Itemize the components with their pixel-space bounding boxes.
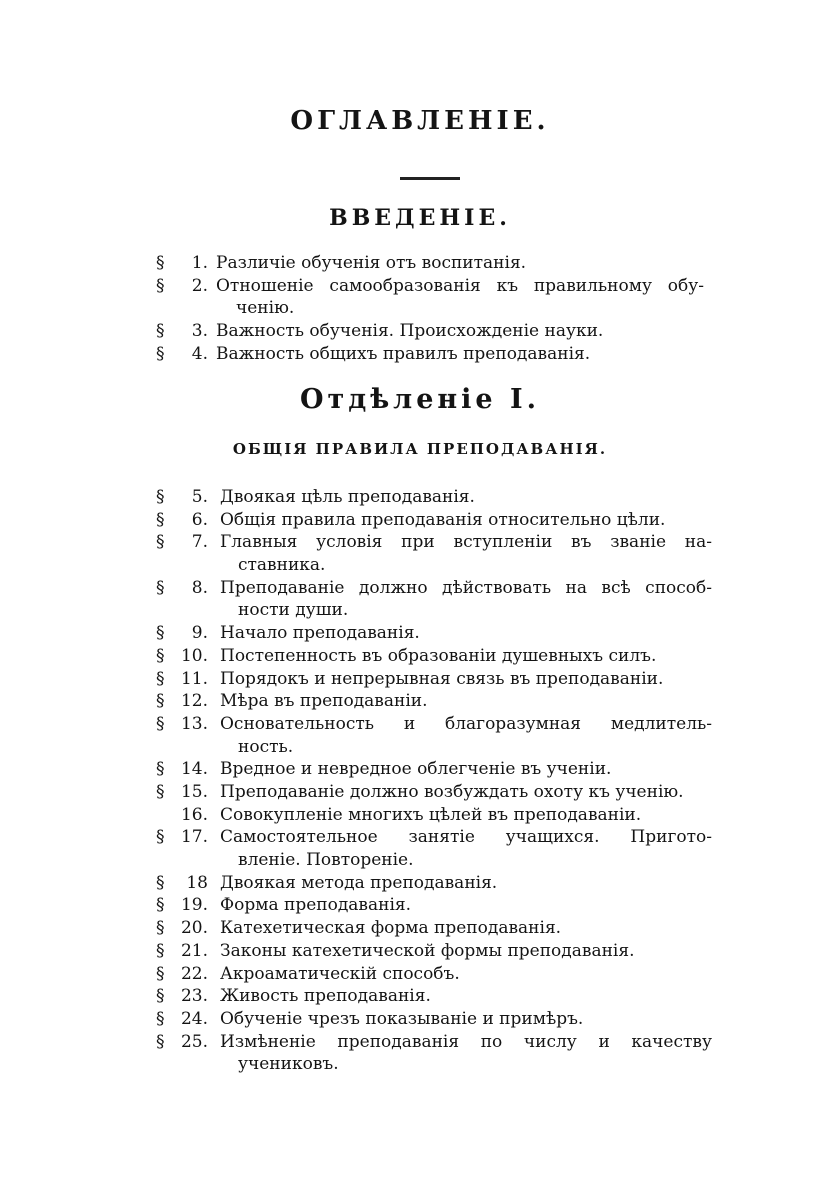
section-number: 14. [180, 759, 208, 780]
toc-entry [0, 872, 840, 895]
section-title: Преподаваніе должно возбуждать охоту къ ученію. [220, 781, 684, 802]
section-number: 21. [180, 940, 208, 961]
section-sign: § [156, 253, 165, 273]
section-title: Преподаваніе должно дѣйствовать на всѣ способ- [220, 577, 712, 598]
section-sign: § [156, 1008, 165, 1029]
section-number: 20. [180, 918, 208, 939]
section-sign: § [156, 532, 165, 553]
section-sign: § [156, 918, 165, 939]
toc-entry [0, 826, 840, 871]
toc-entry [0, 1031, 840, 1076]
section-sign: § [156, 986, 165, 1007]
section-title: Измѣненіе преподаванія по числу и качеству [220, 1031, 712, 1052]
section-number: 3. [191, 321, 208, 342]
section-number: 17. [180, 827, 208, 848]
section-title: Акроаматическій способъ. [220, 963, 460, 984]
toc-entry [0, 275, 840, 320]
section-number: 13. [180, 713, 208, 734]
toc-entry [0, 622, 840, 645]
section-title: Двоякая цѣль преподаванія. [220, 487, 475, 507]
section-title-continuation: ности души. [238, 600, 349, 621]
section-sign: § [156, 1031, 165, 1052]
section-number: 23. [180, 986, 208, 1007]
title-divider [400, 177, 460, 180]
section-title: Основательность и благоразумная медлитель- [220, 713, 712, 734]
part-contents-list [0, 486, 840, 1076]
toc-entry [0, 690, 840, 713]
section-title: Форма преподаванія. [220, 895, 412, 916]
section-title: Живость преподаванія. [220, 986, 431, 1007]
section-title: Главныя условія при вступленіи въ званіе на- [220, 532, 712, 553]
section-sign: § [156, 895, 165, 916]
toc-entry [0, 713, 840, 758]
toc-entry [0, 645, 840, 668]
toc-entry [0, 985, 840, 1008]
toc-entry [0, 940, 840, 963]
section-number: 19. [180, 895, 208, 916]
section-title-continuation: ченію. [236, 298, 295, 319]
toc-entry [0, 894, 840, 917]
section-sign: § [156, 645, 165, 666]
section-title-continuation: ность. [238, 736, 294, 757]
section-sign: § [156, 827, 165, 848]
section-number: 1. [191, 253, 208, 273]
section-title: Отношеніе самообразованія къ правильному обу- [216, 275, 704, 296]
section-number: 12. [180, 691, 208, 712]
section-title: Важность общихъ правилъ преподаванія. [216, 343, 591, 364]
toc-entry [0, 781, 840, 804]
section-number: 8. [191, 577, 208, 598]
section-sign: § [156, 691, 165, 712]
section-title-continuation: ставника. [238, 555, 326, 576]
section-sign: § [156, 623, 165, 644]
section-title: Обученіе чрезъ показываніе и примѣръ. [220, 1008, 584, 1029]
section-sign: § [156, 577, 165, 598]
page-title: ОГЛАВЛЕНІЕ. [290, 106, 550, 136]
section-number: 16. [180, 804, 208, 825]
intro-contents-list [0, 252, 840, 365]
section-title: Общія правила преподаванія относительно цѣли. [220, 509, 666, 530]
section-number: 10. [180, 645, 208, 666]
section-title: Важность обученія. Происхожденіе науки. [216, 321, 604, 342]
toc-entry [0, 577, 840, 622]
toc-entry [0, 343, 840, 366]
section-sign: § [156, 487, 165, 507]
section-sign: § [156, 963, 165, 984]
part-subheading: ОБЩІЯ ПРАВИЛА ПРЕПОДАВАНІЯ. [232, 440, 608, 458]
part-heading: Отдѣленіе I. [299, 384, 541, 415]
section-sign: § [156, 781, 165, 802]
section-title: Двоякая метода преподаванія. [220, 872, 498, 893]
toc-entry [0, 963, 840, 986]
section-title: Различіе обученія отъ воспитанія. [216, 253, 527, 273]
section-sign: § [156, 872, 165, 893]
section-title: Порядокъ и непрерывная связь въ преподаваніи. [220, 668, 664, 689]
toc-entry [0, 668, 840, 691]
toc-entry [0, 531, 840, 576]
section-sign: § [156, 343, 165, 364]
section-title: Совокупленіе многихъ цѣлей въ преподаваніи. [220, 804, 642, 825]
section-number: 2. [191, 275, 208, 296]
section-number: 6. [191, 509, 208, 530]
section-number: 11. [180, 668, 208, 689]
toc-entry [0, 509, 840, 532]
section-title: Постепенность въ образованіи душевныхъ силъ. [220, 645, 657, 666]
toc-entry [0, 1008, 840, 1031]
section-title-continuation: вленіе. Повтореніе. [238, 850, 414, 871]
section-number: 22. [180, 963, 208, 984]
section-sign: § [156, 940, 165, 961]
section-title: Самостоятельное занятіе учащихся. Пригото- [220, 827, 712, 848]
toc-entry [0, 758, 840, 781]
section-title: Мѣра въ преподаваніи. [220, 691, 428, 712]
section-sign: § [156, 509, 165, 530]
section-number: 9. [191, 623, 208, 644]
toc-entry [0, 804, 840, 827]
section-title: Законы катехетической формы преподаванія. [220, 940, 635, 961]
section-title: Вредное и невредное облегченіе въ ученіи. [220, 759, 612, 780]
section-number: 24. [180, 1008, 208, 1029]
section-sign: § [156, 275, 165, 296]
section-sign: § [156, 321, 165, 342]
section-number: 15. [180, 781, 208, 802]
section-sign: § [156, 713, 165, 734]
section-sign: § [156, 759, 165, 780]
section-number: 4. [191, 343, 208, 364]
toc-entry [0, 320, 840, 343]
intro-heading: ВВЕДЕНІЕ. [329, 205, 511, 231]
section-title: Катехетическая форма преподаванія. [220, 918, 562, 939]
section-title-continuation: учениковъ. [238, 1054, 339, 1075]
section-number: 5. [191, 487, 208, 507]
section-number: 18 [186, 872, 208, 893]
section-sign: § [156, 668, 165, 689]
toc-entry [0, 917, 840, 940]
toc-entry [0, 252, 840, 275]
toc-entry [0, 486, 840, 509]
section-title: Начало преподаванія. [220, 623, 420, 644]
section-number: 25. [180, 1031, 208, 1052]
section-number: 7. [191, 532, 208, 553]
